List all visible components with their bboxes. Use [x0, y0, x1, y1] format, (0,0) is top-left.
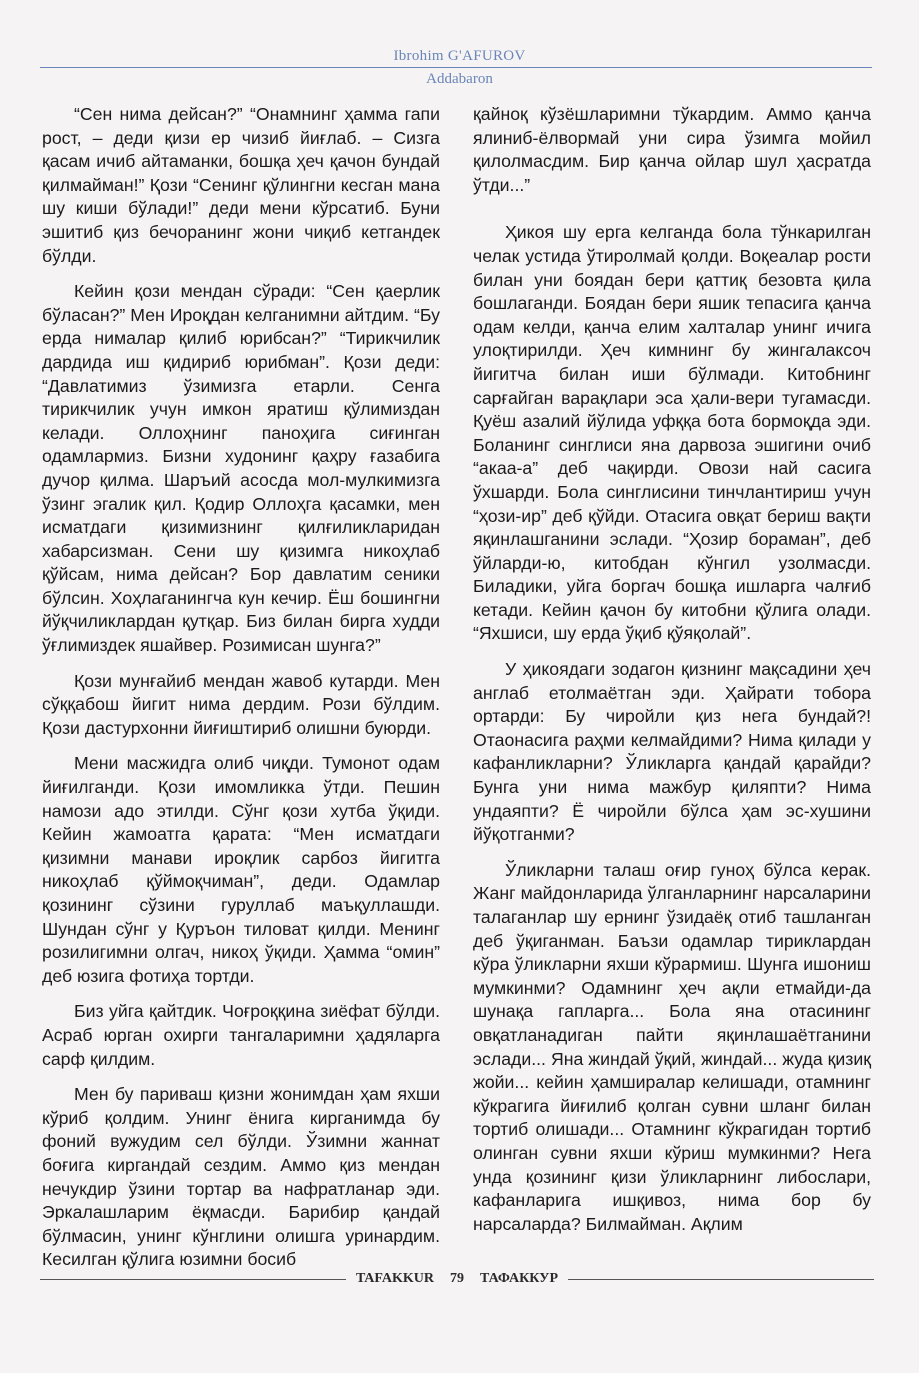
header-rule: [40, 67, 872, 68]
paragraph: Ҳикоя шу ерга келганда бола тўнкарилган челак устида ўтиролмай қолди. Воқеалар рости билан уни боядан бери қаттиқ безовта қила бошлаганди. Боядан бери яшик тепасига қанча одам келди, қанча елим халталар унинг ичига улоқтирилди. Ҳеч кимнинг бу жингалаксоч йигитча билан иши бўлмади. Китобнинг сарғайган варақлари эса ҳали-вери тугамасди. Қуёш азалий йўлида уфққа бота бормоқда эди. Боланинг синглиси яна дарвоза эшигини очиб “акаа-а” деб чақирди. Овози най сасига ўхшарди. Бола синглисини тинчлантириш учун “ҳози-ир” деб қўйди. Отасига овқат бериш вақти яқинлашганини эслади. “Ҳозир бораман”, деб ўйларди-ю, китобдан кўнгил узолмасди. Биладики, уйга боргач бошқа ишларга чалғиб кетади. Кейин қачон бу китобни қўлига олади. “Яхшиси, шу ерда ўқиб қўяқолай”.: [473, 222, 871, 644]
running-header-author: Ibrohim G'AFUROV: [393, 48, 526, 64]
footer-label-latin: TAFAKKUR: [355, 1271, 435, 1286]
paragraph: Қози мунғайиб мендан жавоб кутарди. Мен сўққабош йигит нима дердим. Рози бўлдим. Қози дастурхонни йиғиштириб олишни буюрди.: [42, 670, 440, 738]
footer-label-cyrillic: ТАФАККУР: [480, 1271, 559, 1286]
left-column: [42, 103, 440, 1270]
paragraph: “Сен нима дейсан?” “Онамнинг ҳамма гапи рост, – деди қизи ер чизиб йиғлаб. – Сизга қасам ичиб айтаманки, бошқа ҳеч қачон бундай қилмайман!” Қози “Сенинг қўлингни кесган мана шу киши бўлади!” деди мени кўрсатиб. Буни эшитиб қиз бечоранинг жони чиқиб кетгандек бўлди.: [42, 104, 440, 266]
paragraph: Кейин қози мендан сўради: “Сен қаерлик бўласан?” Мен Ироқдан келганимни айтдим. “Бу ерда нималар қилиб юрибсан?” “Тирикчилик дардида иш қидириб юрибман”. Қози деди: “Давлатимиз ўзимизга етарли. Сенга тирикчилик учун имкон яратиш қўлимиздан келади. Оллоҳнинг паноҳига сиғинган одамлармиз. Бизни худонинг қаҳру ғазабига дучор қилма. Шаръий асосда мол-мулкимизга ўзинг эгалик қил. Қодир Оллоҳга қасамки, мен исматдаги қизимизнинг қилғиликларидан хабарсизман. Сени шу қизимга никоҳлаб қўйсам, нима дейсан? Бор давлатим сеники бўлсин. Хоҳлаганингча кун кечир. Ёш бошингни йўқчиликлардан қутқар. Биз билан бирга худди ўғлимиздек яшайвер. Розимисан шунга?”: [42, 281, 440, 656]
footer-rule-right: [568, 1279, 874, 1280]
paragraph: Ўликларни талаш оғир гуноҳ бўлса керак. Жанг майдонларида ўлганларнинг нарсаларини талаганлар шу ернинг ўзидаёқ отиб ташланган деб ўқиганман. Баъзи одамлар тириклардан кўра ўликларни яхши кўрармиш. Шунга ишониш мумкинми? Одамнинг ҳеч ақли етмайди-да шунақа гапларга... Бола яна отасининг овқатланадиган пайти яқинлашаётганини эслади... Яна жиндай ўқий, жиндай... жуда қизиқ жойи... кейин ҳамширалар келишади, отамнинг кўкрагига йиғилиб қолган сувни шланг билан тортиб олишади... Отамнинг кўкрагидан тортиб олинган сувни яхши кўриш мумкинми? Нега унда қозининг қизи ўликларнинг либослари, кафанларига ишқивоз, нима бор бу нарсаларда? Билмайман. Ақлим: [473, 859, 871, 1234]
paragraph-continued: қайноқ кўзёшларимни тўкардим. Аммо қанча ялиниб-ёлвормай уни сира ўзимга мойил қилолмасдим. Бир қанча ойлар шул ҳасратда ўтди...”: [473, 104, 871, 195]
running-header-title: Addabaron: [426, 71, 493, 87]
paragraph: Мени масжидга олиб чиқди. Тумонот одам йиғилганди. Қози имомликка ўтди. Пешин намози адо этилди. Сўнг қози хутба ўқиди. Кейин жамоатга қарата: “Мен исматдаги қизимни манави ироқлик сарбоз йигитга никоҳлаб қўймоқчиман”, деди. Одамлар қозининг сўзини гуруллаб маъқуллашди. Шундан сўнг у Қуръон тиловат қилди. Менинг розилигимни олгач, никоҳ ўқиди. Ҳамма “омин” деб юзига фотиҳа тортди.: [42, 753, 440, 986]
paragraph: Биз уйга қайтдик. Чоғроққина зиёфат бўлди. Асраб юрган охирги тангаларимни ҳадяларга сарф қилдим.: [42, 1001, 440, 1069]
footer-rule-left: [40, 1279, 346, 1280]
paragraph: Мен бу париваш қизни жонимдан ҳам яхши кўриб қолдим. Унинг ёнига кирганимда бу фоний вужудим сел бўлди. Ўзимни жаннат боғига киргандай сездим. Аммо қиз мендан нечукдир ўзини тортар ва нафратланар эди. Эркалашларим ёқмасди. Барибир қандай бўлмасин, унинг кўнглини олишга уринардим. Кесилган қўлига юзимни босиб: [42, 1084, 440, 1270]
right-column: [473, 103, 871, 1253]
page-number: 79: [450, 1271, 465, 1286]
paragraph: У ҳикоядаги зодагон қизнинг мақсадини ҳеч англаб етолмаётган эди. Ҳайрати тобора ортарди: Бу чиройли қиз нега бундай?! Отаонасига раҳми келмайдими? Нима қилади у кафанликларни? Ўликларга қандай қарайди? Бунга уни нима мажбур қиляпти? Нима ундаяпти? Ё чиройли бўлса ҳам эс-хушини йўқотганми?: [473, 659, 871, 845]
page-footer: [40, 1269, 874, 1289]
